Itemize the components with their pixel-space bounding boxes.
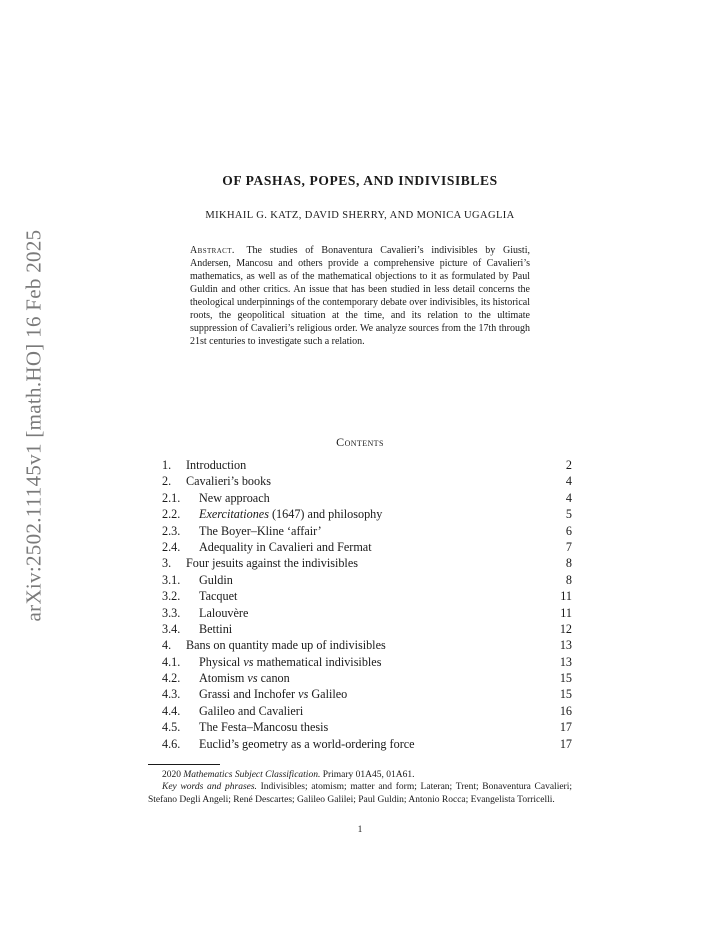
toc-entry-title-text: Bans on quantity made up of indivisibles	[186, 638, 386, 653]
keywords-line	[148, 781, 572, 806]
toc-entry-title-text: Tacquet	[199, 589, 238, 604]
toc-entry-page: 2	[565, 458, 572, 472]
toc-entry[interactable]	[162, 720, 572, 736]
toc-entry-title	[199, 687, 542, 702]
toc-entry-page: 13	[559, 654, 572, 669]
toc-entry[interactable]	[162, 491, 572, 507]
toc-entry[interactable]	[162, 638, 572, 654]
toc-entry-title-suffix: Galileo	[308, 687, 348, 702]
toc-entry-number: 3.1.	[162, 572, 181, 587]
toc-entry-number: 4.6.	[162, 736, 181, 751]
contents-heading: Contents	[336, 435, 384, 449]
toc-entry-page: 11	[560, 589, 572, 604]
toc-entry-title-text: Atomism	[199, 671, 248, 686]
toc-entry-number: 4.5.	[162, 720, 181, 735]
toc-entry[interactable]	[162, 573, 572, 589]
toc-entry-title-emphasis: Exercitationes	[199, 507, 269, 522]
toc-entry-title-emphasis: vs	[298, 687, 309, 702]
msc-year: 2020	[162, 770, 181, 780]
toc-entry-page: 15	[559, 687, 572, 702]
toc-entry-title	[199, 573, 542, 588]
toc-entry-page: 8	[565, 572, 572, 587]
footnote-rule	[148, 764, 220, 765]
toc-entry[interactable]	[162, 737, 572, 753]
toc-entry-title	[186, 638, 542, 653]
toc-entry-page: 12	[559, 621, 572, 636]
toc-entry-title-text: Cavalieri’s books	[186, 474, 271, 489]
toc-entry-title	[199, 737, 542, 752]
arxiv-stamp	[14, 205, 54, 645]
toc-entry-number: 2.2.	[162, 507, 181, 522]
msc-label: Mathematics Subject Classification.	[183, 770, 321, 780]
toc-entry-title-text: The Boyer–Kline ‘affair’	[199, 523, 322, 538]
toc-entry-number: 4.1.	[162, 654, 181, 669]
toc-entry-page: 15	[559, 671, 572, 686]
toc-entry-number: 4.3.	[162, 687, 181, 702]
toc-entry[interactable]	[162, 524, 572, 540]
abstract-text: The studies of Bonaventura Cavalieri’s indivisibles by Giusti, Andersen, Mancosu and others provide a comprehensive picture of Cavalieri’s mathematics, as well as of the mathematical objections to it as formulated by Paul Guldin and other critics. An issue that has been studied in less detail concerns the theological underpinnings of the contemporary debate over indivisibles, its historical roots, the geopolitical situation at the time, and its relation to the ultimate suppression of Cavalieri’s religious order. We analyze sources from the 17th through 21st centuries to investigate such a relation.	[190, 245, 530, 347]
toc-entry-title	[199, 507, 542, 522]
toc-entry-title-text: New approach	[199, 490, 270, 505]
abstract	[190, 244, 530, 348]
toc-entry-title	[199, 524, 542, 539]
toc-entry-number: 3.	[162, 556, 172, 571]
toc-entry-page: 6	[565, 523, 572, 538]
toc-entry-title-text: Adequality in Cavalieri and Fermat	[199, 539, 372, 554]
toc-entry-title-text: Introduction	[186, 458, 247, 472]
toc-entry-title	[186, 556, 542, 571]
toc-entry-title-text: Bettini	[199, 621, 233, 636]
abstract-label: Abstract.	[190, 245, 235, 256]
toc-entry-page: 13	[559, 638, 572, 653]
toc-entry-page: 16	[559, 703, 572, 718]
toc-entry-title	[199, 704, 542, 719]
toc-entry-number: 1.	[162, 458, 172, 472]
toc-entry-title-text: Lalouvère	[199, 605, 249, 620]
page-number: 1	[357, 825, 363, 835]
toc-entry-title	[199, 589, 542, 604]
toc-entry[interactable]	[162, 589, 572, 605]
toc-entry-title	[199, 720, 542, 735]
toc-entry-number: 4.2.	[162, 671, 181, 686]
msc-line	[148, 769, 572, 781]
toc-entry-title-text: Four jesuits against the indivisibles	[186, 556, 358, 571]
toc-entry-title-text: Physical	[199, 654, 244, 669]
toc-entry[interactable]	[162, 474, 572, 490]
toc-entry-page: 7	[565, 539, 572, 554]
toc-entry-number: 3.2.	[162, 589, 181, 604]
toc-entry-title-text: The Festa–Mancosu thesis	[199, 720, 329, 735]
toc-entry-number: 2.3.	[162, 523, 181, 538]
toc-entry-page: 8	[565, 556, 572, 571]
toc-entry[interactable]	[162, 507, 572, 523]
toc-entry-title-emphasis: vs	[243, 654, 254, 669]
footnote	[148, 769, 572, 806]
table-of-contents	[162, 458, 572, 753]
keywords-label: Key words and phrases.	[162, 782, 257, 793]
toc-entry-number: 4.4.	[162, 703, 181, 718]
toc-entry[interactable]	[162, 704, 572, 720]
toc-entry-number: 2.4.	[162, 539, 181, 554]
toc-entry[interactable]	[162, 655, 572, 671]
toc-entry-title	[199, 655, 542, 670]
paper-title: OF PASHAS, POPES, AND INDIVISIBLES	[222, 173, 498, 188]
msc-text: Primary 01A45, 01A61.	[322, 770, 415, 780]
toc-entry-title-suffix: (1647) and philosophy	[268, 507, 383, 522]
toc-entry[interactable]	[162, 622, 572, 638]
keywords-text: Indivisibles; atomism; matter and form; Lateran; Trent; Bonaventura Cavalieri; Stefano Degli Angeli; René Descartes; Galileo Galilei; Paul Guldin; Antonio Rocca; Evangelista Torricelli.	[148, 782, 572, 805]
paper-authors: MIKHAIL G. KATZ, DAVID SHERRY, AND MONICA UGAGLIA	[205, 210, 515, 221]
toc-entry[interactable]	[162, 540, 572, 556]
toc-entry-title	[199, 671, 542, 686]
toc-entry[interactable]	[162, 671, 572, 687]
toc-entry-page: 17	[559, 720, 572, 735]
toc-entry-page: 17	[559, 736, 572, 751]
toc-entry-number: 2.	[162, 474, 172, 489]
toc-entry-page: 4	[565, 490, 572, 505]
toc-entry[interactable]	[162, 687, 572, 703]
toc-entry-title-suffix: canon	[257, 671, 290, 686]
toc-entry-title-text: Galileo and Cavalieri	[199, 703, 304, 718]
toc-entry-number: 3.3.	[162, 605, 181, 620]
toc-entry-title-text: Grassi and Inchofer	[199, 687, 299, 702]
toc-entry-title	[199, 540, 542, 555]
toc-entry-title	[199, 491, 542, 506]
toc-entry-number: 4.	[162, 638, 172, 653]
toc-entry[interactable]	[162, 458, 572, 474]
toc-entry-page: 5	[565, 507, 572, 522]
toc-entry[interactable]	[162, 556, 572, 572]
toc-entry-page: 11	[560, 605, 572, 620]
toc-entry-title-text: Euclid’s geometry as a world-ordering force	[199, 736, 415, 751]
toc-entry[interactable]	[162, 606, 572, 622]
toc-entry-title-suffix: mathematical indivisibles	[253, 654, 382, 669]
arxiv-stamp-text: arXiv:2502.11145v1 [math.HO] 16 Feb 2025	[21, 229, 46, 621]
toc-entry-page: 4	[565, 474, 572, 489]
toc-entry-title-text: Guldin	[199, 572, 233, 587]
toc-entry-title	[199, 622, 542, 637]
toc-entry-title	[186, 474, 542, 489]
toc-entry-title	[199, 606, 542, 621]
toc-entry-title	[186, 458, 542, 473]
toc-entry-title-emphasis: vs	[247, 671, 258, 686]
toc-entry-number: 2.1.	[162, 490, 181, 505]
toc-entry-number: 3.4.	[162, 621, 181, 636]
